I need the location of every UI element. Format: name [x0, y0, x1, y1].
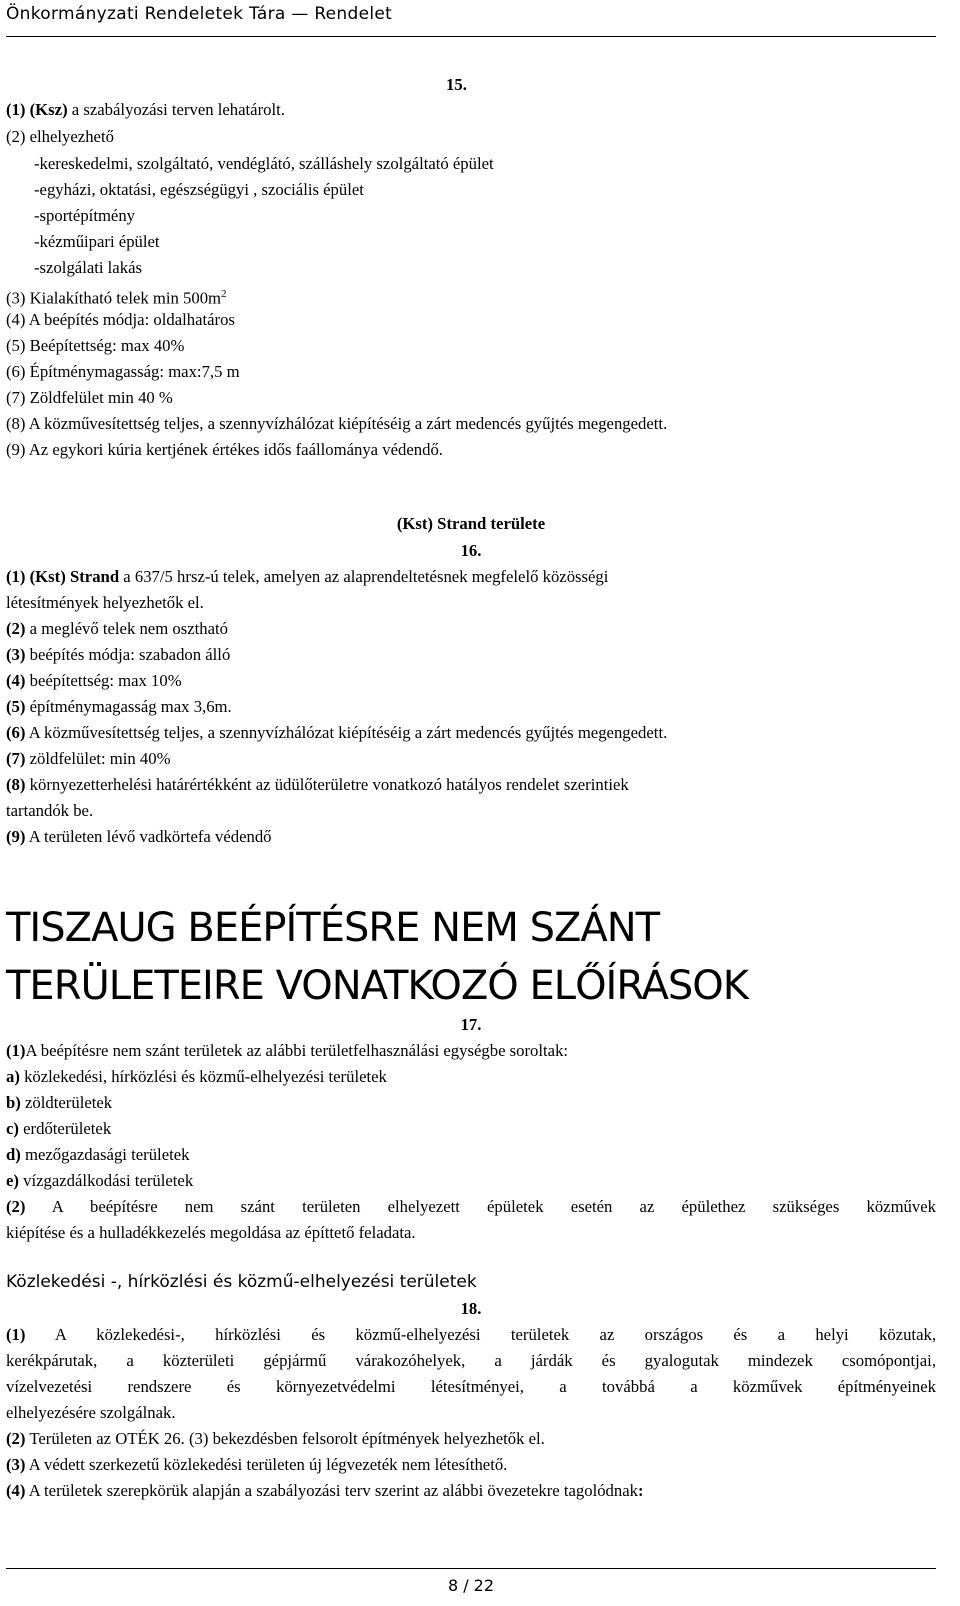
document-header — [6, 0, 936, 37]
s17-p2-number: (2) — [6, 1197, 26, 1216]
s18-paragraph-3 — [6, 1455, 507, 1475]
s17-list-item — [6, 1093, 112, 1113]
s16-p6-text: A közművesítettség teljes, a szennyvízhálózat kiépítéséig a zárt medencés gyűjtés megengedett. — [25, 723, 668, 742]
s15-paragraph-8: (8) A közművesítettség teljes, a szennyvízhálózat kiépítéséig a zárt medencés gyűjtés megengedett. — [6, 414, 668, 433]
s17-item-key: d) — [6, 1145, 21, 1164]
s17-item-text: mezőgazdasági területek — [20, 1145, 190, 1164]
chapter-heading-line-2: TERÜLETEIRE VONATKOZÓ ELŐÍRÁSOK — [6, 963, 748, 1009]
s17-list-item — [6, 1171, 193, 1191]
page-footer — [6, 1568, 936, 1606]
s17-paragraph-1 — [6, 1041, 568, 1061]
s16-p3-number: (3) — [6, 645, 26, 664]
s15-p3-superscript: 2 — [221, 288, 227, 300]
s15-paragraph-4: (4) A beépítés módja: oldalhatáros — [6, 310, 235, 329]
s17-item-text: erdőterületek — [18, 1119, 112, 1138]
s18-p4-colon: : — [638, 1481, 644, 1500]
s16-p8-text: környezetterhelési határértékként az üdülőterületre vonatkozó hatályos rendelet szerintiek — [25, 775, 629, 794]
s16-p9-text: A területen lévő vadkörtefa védendő — [25, 827, 272, 846]
s17-item-text: zöldterületek — [20, 1093, 113, 1112]
s16-p8-number: (8) — [6, 775, 26, 794]
s15-list-item: -kézműipari épület — [34, 232, 160, 251]
s16-paragraph-9 — [6, 827, 272, 847]
s16-paragraph-4 — [6, 671, 182, 691]
s18-p3-text: A védett szerkezetű közlekedési területen új légvezeték nem létesíthető. — [25, 1455, 508, 1474]
s16-paragraph-6 — [6, 723, 667, 743]
s16-paragraph-8-cont: tartandók be. — [6, 801, 94, 820]
s17-paragraph-2-cont: kiépítése és a hulladékkezelés megoldása az építtető feladata. — [6, 1223, 416, 1242]
s18-p3-number: (3) — [6, 1455, 26, 1474]
s17-item-text: vízgazdálkodási területek — [18, 1171, 194, 1190]
s17-item-text: közlekedési, hírközlési és közmű-elhelyezési területek — [19, 1067, 387, 1086]
s16-p5-number: (5) — [6, 697, 26, 716]
s16-paragraph-5 — [6, 697, 232, 717]
s18-p4-text: A területek szerepkörük alapján a szabályozási terv szerint az alábbi övezetekre tagolódnak — [25, 1481, 638, 1500]
s18-p2-number: (2) — [6, 1429, 26, 1448]
s15-p1-text: a szabályozási terven lehatárolt. — [67, 100, 285, 119]
s18-paragraph-2 — [6, 1429, 545, 1449]
s16-p1-text: a 637/5 hrsz-ú telek, amelyen az alaprendeltetésnek megfelelő közösségi — [119, 567, 609, 586]
header-title: Önkormányzati Rendeletek Tára — Rendelet — [6, 4, 393, 24]
s18-paragraph-1-cont: vízelvezetési rendszere és környezetvédelmi létesítményei, a továbbá a közművek építményeinek — [6, 1377, 936, 1396]
s16-p6-number: (6) — [6, 723, 26, 742]
s15-paragraph-5: (5) Beépítettség: max 40% — [6, 336, 185, 355]
s17-item-key: b) — [6, 1093, 21, 1112]
s17-list-item — [6, 1067, 387, 1087]
s15-list-item: -szolgálati lakás — [34, 258, 142, 277]
s16-paragraph-2 — [6, 619, 228, 639]
s18-p2-text: Területen az OTÉK 26. (3) bekezdésben felsorolt építmények helyezhetők el. — [25, 1429, 545, 1448]
s17-item-key: c) — [6, 1119, 19, 1138]
s15-list-item: -kereskedelmi, szolgáltató, vendéglátó, szálláshely szolgáltató épület — [34, 154, 494, 173]
s16-paragraph-7 — [6, 749, 171, 769]
s15-paragraph-7: (7) Zöldfelület min 40 % — [6, 388, 173, 407]
s17-list-item — [6, 1145, 190, 1165]
s18-paragraph-1-cont: kerékpárutak, a közterületi gépjármű várakozóhelyek, a járdák és gyalogutak mindezek csomópontjai, — [6, 1351, 936, 1370]
section-18-number: 18. — [460, 1299, 482, 1318]
s16-p1-number: (1) (Kst) Strand — [6, 567, 120, 586]
s16-paragraph-3 — [6, 645, 230, 665]
chapter-heading-line-1: TISZAUG BEÉPÍTÉSRE NEM SZÁNT — [6, 905, 660, 951]
page-number: 8 / 22 — [447, 1576, 495, 1595]
s16-p3-text: beépítés módja: szabadon álló — [25, 645, 231, 664]
s18-p1-text: A közlekedési-, hírközlési és közmű-elhelyezési területek az országos és a helyi közutak, — [25, 1325, 936, 1344]
s15-paragraph-2: (2) elhelyezhető — [6, 127, 114, 146]
s15-paragraph-9: (9) Az egykori kúria kertjének értékes idős faállománya védendő. — [6, 440, 443, 459]
s15-p3-text: (3) Kialakítható telek min 500m — [6, 288, 222, 308]
s15-list-item: -sportépítmény — [34, 206, 136, 225]
s16-p4-number: (4) — [6, 671, 26, 690]
s16-p9-number: (9) — [6, 827, 26, 846]
s17-item-key: e) — [6, 1171, 19, 1190]
s16-p2-number: (2) — [6, 619, 26, 638]
s16-paragraph-1 — [6, 567, 608, 587]
s17-p1-text: A beépítésre nem szánt területek az alábbi területfelhasználási egységbe soroltak: — [25, 1041, 569, 1060]
s18-p4-number: (4) — [6, 1481, 26, 1500]
s15-paragraph-3 — [6, 284, 227, 309]
s17-paragraph-2 — [6, 1197, 936, 1217]
s16-p7-number: (7) — [6, 749, 26, 768]
s15-p1-number: (1) (Ksz) — [6, 100, 68, 119]
s17-item-key: a) — [6, 1067, 20, 1086]
s17-p2-text: A beépítésre nem szánt területen elhelyezett épületek esetén az épülethez szükséges közművek — [25, 1197, 936, 1216]
section-16-number: 16. — [460, 541, 482, 560]
s17-list-item — [6, 1119, 111, 1139]
s16-p4-text: beépítettség: max 10% — [25, 671, 182, 690]
s16-p5-text: építménymagasság max 3,6m. — [25, 697, 232, 716]
section-17-number: 17. — [460, 1015, 482, 1034]
s17-p1-number: (1) — [6, 1041, 26, 1060]
s18-paragraph-1-cont: elhelyezésére szolgálnak. — [6, 1403, 176, 1422]
s18-p1-number: (1) — [6, 1325, 26, 1344]
s15-paragraph-6: (6) Építménymagasság: max:7,5 m — [6, 362, 240, 381]
s15-list-item: -egyházi, oktatási, egészségügyi , szociális épület — [34, 180, 364, 199]
section-15-number: 15. — [446, 75, 467, 94]
section-16-heading: (Kst) Strand területe — [396, 514, 546, 533]
s16-p7-text: zöldfelület: min 40% — [25, 749, 171, 768]
s15-paragraph-1 — [6, 100, 285, 120]
s16-paragraph-1-cont: létesítmények helyezhetők el. — [6, 593, 204, 612]
s16-paragraph-8 — [6, 775, 629, 795]
s18-paragraph-1 — [6, 1325, 936, 1345]
section-18-heading: Közlekedési -, hírközlési és közmű-elhelyezési területek — [6, 1272, 477, 1292]
s16-p2-text: a meglévő telek nem osztható — [25, 619, 228, 638]
s18-paragraph-4 — [6, 1481, 644, 1501]
